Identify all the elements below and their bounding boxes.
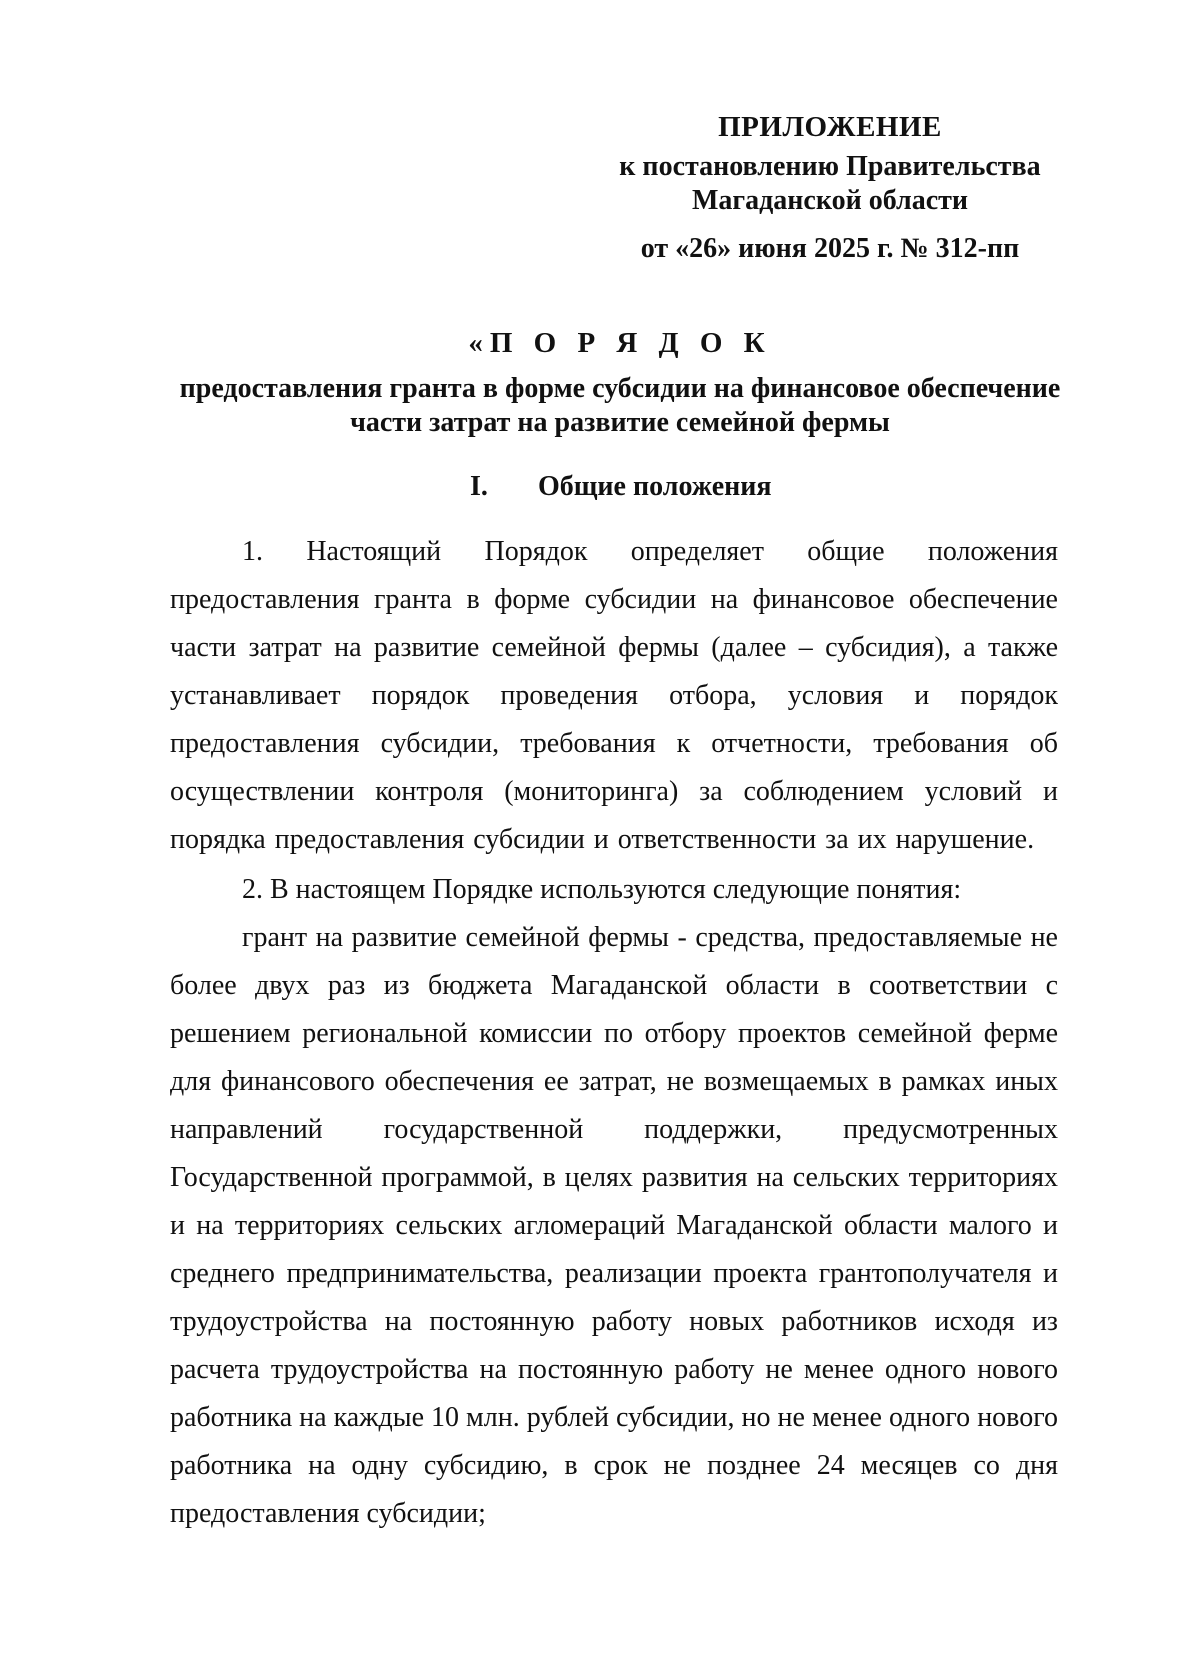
paragraph-1 xyxy=(170,528,1058,864)
section-heading xyxy=(470,470,772,504)
appendix-reference-line2: Магаданской области xyxy=(691,185,969,216)
paragraph-2-text: 2. В настоящем Порядке используются следующие понятия: xyxy=(242,874,962,905)
appendix-title: ПРИЛОЖЕНИЕ xyxy=(718,111,942,143)
document-subtitle-line2: части затрат на развитие семейной фермы xyxy=(350,407,890,438)
paragraph-3-text: грант на развитие семейной фермы - средства, предоставляемые не более двух раз из бюджета Магаданской области в соответствии с решением региональной комиссии по отбору проектов семейной ферме для финансового обеспечения ее затрат, не возмещаемых в рамках иных направлений государственной поддержки, предусмотренных Государственной программой, в целях развития на сельских территориях и на территориях сельских агломераций Магаданской области малого и среднего предпринимательства, реализации проекта грантополучателя и трудоустройства на постоянную работу новых работников исходя из расчета трудоустройства на постоянную работу не менее одного нового работника на каждые 10 млн. рублей субсидии, но не менее одного нового работника на одну субсидию, в срок не позднее 24 месяцев со дня предоставления субсидии; xyxy=(170,922,1058,1529)
document-subtitle xyxy=(170,372,1070,440)
section-title: Общие положения xyxy=(538,471,772,502)
paragraph-3 xyxy=(170,914,1058,1538)
document-subtitle-line1: предоставления гранта в форме субсидии на финансовое обеспечение xyxy=(179,373,1061,404)
appendix-date: от «26» июня 2025 г. № 312-пп xyxy=(640,233,1020,264)
paragraph-1-text: 1. Настоящий Порядок определяет общие положения предоставления гранта в форме субсидии на финансовое обеспечение части затрат на развитие семейной фермы (далее – субсидия), а также устанавливает порядок проведения отбора, условия и порядок предоставления субсидии, требования к отчетности, требования об осуществлении контроля (мониторинга) за соблюдением условий и порядка предоставления субсидии и ответственности за их нарушение. xyxy=(170,536,1058,855)
document-title: «П О Р Я Д О К xyxy=(468,327,772,359)
section-number: I. xyxy=(470,471,488,502)
paragraph-2 xyxy=(170,866,1058,914)
appendix-reference-line1: к постановлению Правительства xyxy=(619,151,1041,182)
appendix-reference xyxy=(600,150,1060,218)
